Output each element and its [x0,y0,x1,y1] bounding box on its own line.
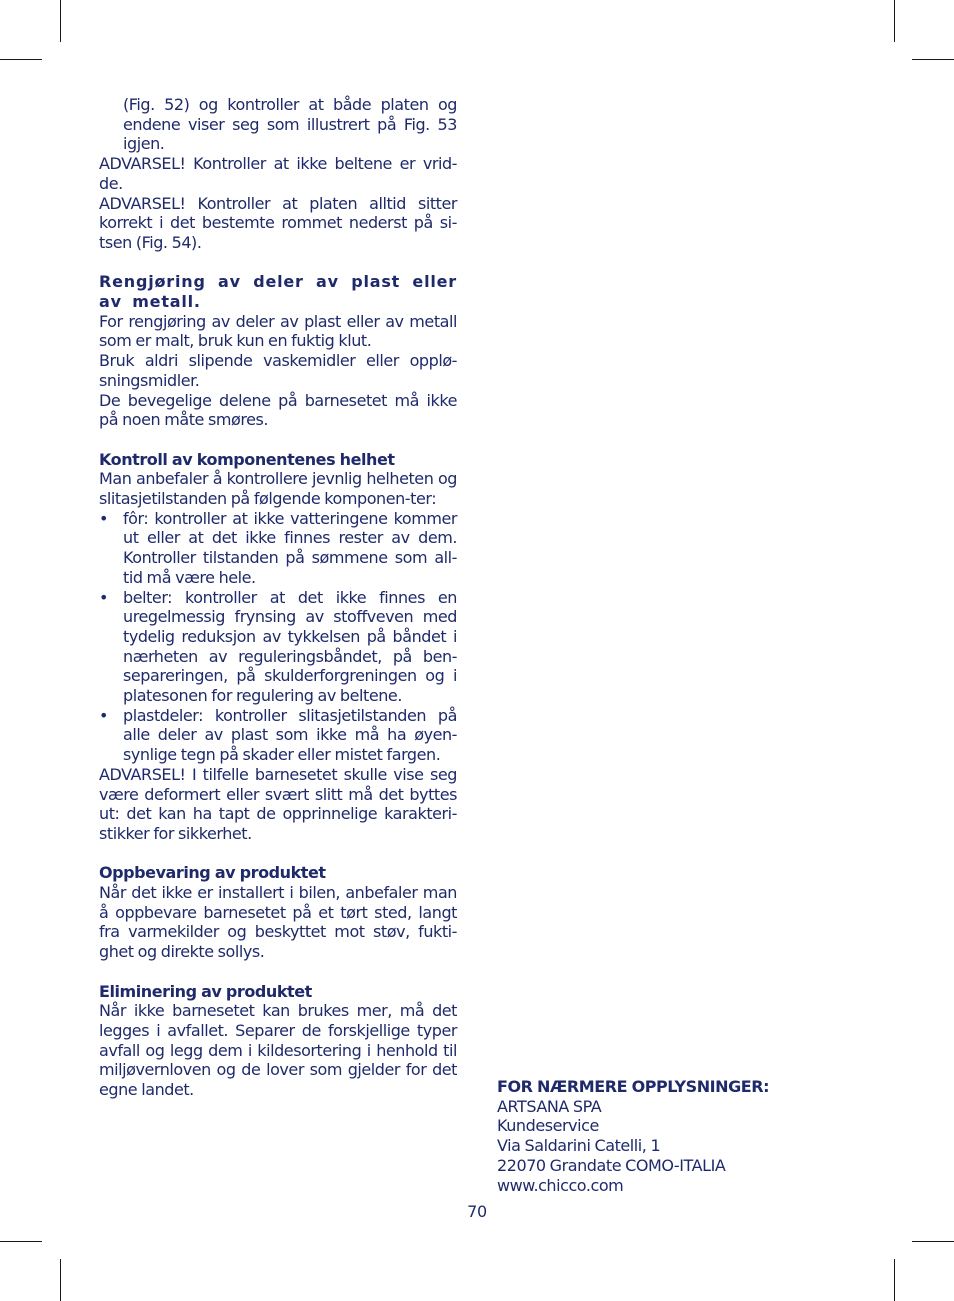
contact-department: Kundeservice [497,1116,599,1136]
crop-mark-top-left-horizontal [0,59,42,60]
page-number: 70 [467,1202,487,1221]
bullet-marker: • [99,587,108,607]
list-item [99,706,457,765]
contact-heading: FOR NÆRMERE OPPLYSNINGER: [497,1077,770,1096]
disposal-heading: Eliminering av produktet [99,981,312,1001]
intro-continuation: (Fig. 52) og kontroller at både platen og endene viser seg som illustrert på Fig. 53 igjen. [123,95,457,154]
bullet-marker: • [99,508,108,528]
contact-city: 22070 Grandate COMO-ITALIA [497,1155,726,1175]
contact-website: www.chicco.com [497,1175,624,1195]
warning-plate-position: ADVARSEL! Kontroller at platen alltid sitter korrekt i det bestemte rommet nederst på si-tsen (Fig. 54). [99,193,457,252]
cleaning-paragraph-1: For rengjøring av deler av plast eller av metall som er malt, bruk kun en fuktig klut. [99,311,457,351]
control-heading: Kontroll av komponentenes helhet [99,449,395,469]
cleaning-heading: Rengjøring av deler av plast eller av metall. [99,272,457,312]
bullet-text-lining: fôr: kontroller at ikke vatteringene kommer ut eller at det ikke finnes rester av dem. Kontroller tilstanden på sømmene som all-tid må være hele. [123,508,457,587]
crop-mark-top-right-horizontal [912,59,954,60]
crop-mark-top-right-vertical [894,0,895,42]
contact-block [497,1077,837,1195]
spacer [99,962,457,982]
control-intro: Man anbefaler å kontrollere jevnlig helheten og slitasjetilstanden på følgende komponen-ter: [99,469,457,509]
spacer [99,430,457,450]
spacer [99,253,457,273]
spacer [99,844,457,864]
warning-twisted-belts: ADVARSEL! Kontroller at ikke beltene er vrid-de. [99,154,457,193]
contact-street: Via Saldarini Catelli, 1 [497,1136,661,1156]
crop-mark-bottom-left-horizontal [0,1241,42,1242]
crop-mark-bottom-right-vertical [894,1259,895,1301]
cleaning-paragraph-3: De bevegelige delene på barnesetet må ikke på noen måte smøres. [99,390,457,430]
storage-text: Når det ikke er installert i bilen, anbefaler man å oppbevare barnesetet på et tørt sted, langt fra varmekilder og beskyttet mot støv, fukti-ghet og direkte sollys. [99,883,457,962]
contact-company: ARTSANA SPA [497,1096,602,1116]
crop-mark-top-left-vertical [60,0,61,42]
storage-heading: Oppbevaring av produktet [99,863,326,883]
left-column [99,95,457,1100]
crop-mark-bottom-left-vertical [60,1259,61,1301]
disposal-text: Når ikke barnesetet kan brukes mer, må det legges i avfallet. Separer de forskjellige typer avfall og legg dem i kildesortering i henhold til miljøvernloven og de lover som gjelder for det egne landet. [99,1001,457,1100]
bullet-text-plastic: plastdeler: kontroller slitasjetilstanden på alle deler av plast som ikke må ha øyen-synlige tegn på skader eller mistet fargen. [123,705,457,765]
cleaning-paragraph-2: Bruk aldri slipende vaskemidler eller opplø-sningsmidler. [99,351,457,390]
control-warning: ADVARSEL! I tilfelle barnesetet skulle vise seg være deformert eller svært slitt må det byttes ut: det kan ha tapt de opprinnelige karakteri-stikker for sikkerhet. [99,764,457,843]
bullet-text-belts: belter: kontroller at det ikke finnes en uregelmessig frynsing av stoffveven med tydelig reduksjon av tykkelsen på båndet i nærheten av reguleringsbåndet, på ben-separeringen, på skulderforgreningen og i platesonen for regulering av beltene. [123,587,457,706]
list-item [99,588,457,706]
crop-mark-bottom-right-horizontal [912,1241,954,1242]
bullet-marker: • [99,705,108,725]
list-item [99,509,457,588]
